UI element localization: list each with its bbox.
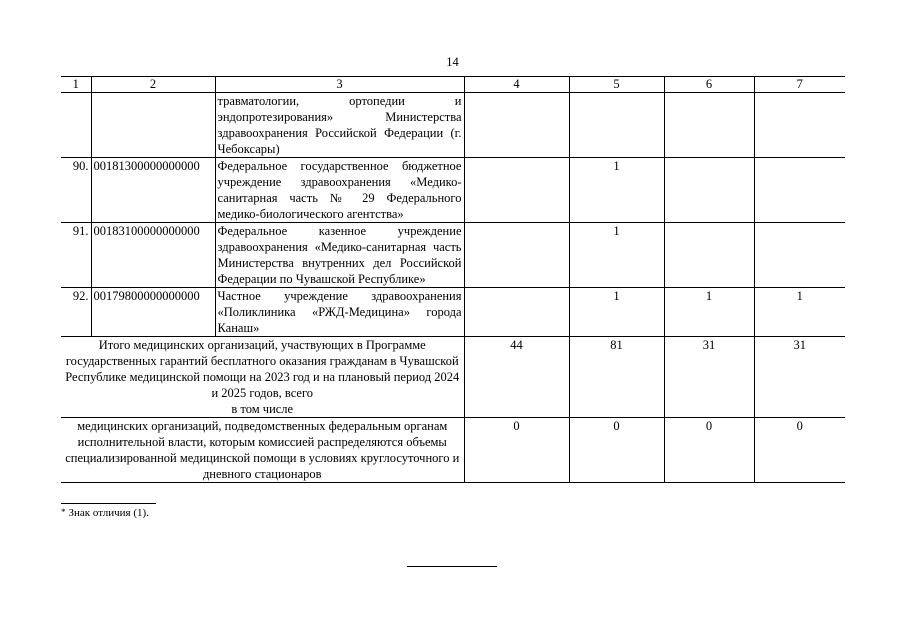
footnote-text: Знак отличия (1). [68,507,149,519]
row-number: 92. [61,288,91,337]
table-row [61,223,845,288]
row-col-5: 1 [569,288,664,337]
page-number: 14 [446,55,459,69]
row-number: 90. [61,158,91,223]
footnote-marker: * [61,507,66,517]
federal-col-6: 0 [664,418,754,483]
row-name: Федеральное государственное бюджетное учреждение здравоохранения «Медико-санитарная часть № 29 Федерального медико-биологического агентства» [215,158,464,223]
row-col-7 [754,93,845,158]
total-col-7: 31 [754,337,845,418]
row-number: 91. [61,223,91,288]
row-name: травматологии, ортопедии и эндопротезирования» Министерства здравоохранения Российской Федерации (г. Чебоксары) [215,93,464,158]
row-col-4 [464,158,569,223]
row-code: 00183100000000000 [91,223,215,288]
header-col-2: 2 [91,77,215,93]
row-number [61,93,91,158]
header-col-3: 3 [215,77,464,93]
row-col-6 [664,223,754,288]
header-col-5: 5 [569,77,664,93]
total-col-6: 31 [664,337,754,418]
row-col-4 [464,93,569,158]
row-col-7 [754,158,845,223]
federal-col-5: 0 [569,418,664,483]
row-name: Федеральное казенное учреждение здравоохранения «Медико-санитарная часть Министерства внутренних дел Российской Федерации по Чувашской Республике» [215,223,464,288]
header-col-6: 6 [664,77,754,93]
row-col-4 [464,223,569,288]
row-code: 00181300000000000 [91,158,215,223]
table-row [61,93,845,158]
table-header-row [61,77,845,93]
organizations-table [61,76,845,483]
footnote-divider [61,503,156,504]
footnote [61,507,149,519]
row-col-5: 1 [569,158,664,223]
header-col-1: 1 [61,77,91,93]
row-col-4 [464,288,569,337]
federal-label: медицинских организаций, подведомственных федеральным органам исполнительной власти, которым комиссией распределяются объемы специализированной медицинской помощи в условиях круглосуточного и дневного стационаров [61,418,464,483]
header-col-7: 7 [754,77,845,93]
row-code [91,93,215,158]
row-col-7 [754,223,845,288]
total-col-4: 44 [464,337,569,418]
federal-col-4: 0 [464,418,569,483]
total-row [61,337,845,418]
row-code: 00179800000000000 [91,288,215,337]
table-row [61,158,845,223]
row-col-5: 1 [569,223,664,288]
row-col-5 [569,93,664,158]
total-sub-label: в том числе [231,402,294,416]
row-col-7: 1 [754,288,845,337]
total-label-text: Итого медицинских организаций, участвующих в Программе государственных гарантий бесплатного оказания гражданам в Чувашской Республике медицинской помощи на 2023 год и на плановый период 2024 и 2025 годов, всего [65,338,460,400]
row-col-6: 1 [664,288,754,337]
end-divider [407,566,497,567]
row-col-6 [664,93,754,158]
table-row [61,288,845,337]
federal-row [61,418,845,483]
total-col-5: 81 [569,337,664,418]
header-col-4: 4 [464,77,569,93]
row-name: Частное учреждение здравоохранения «Поликлиника «РЖД-Медицина» города Канаш» [215,288,464,337]
row-col-6 [664,158,754,223]
total-label [61,337,464,418]
federal-col-7: 0 [754,418,845,483]
